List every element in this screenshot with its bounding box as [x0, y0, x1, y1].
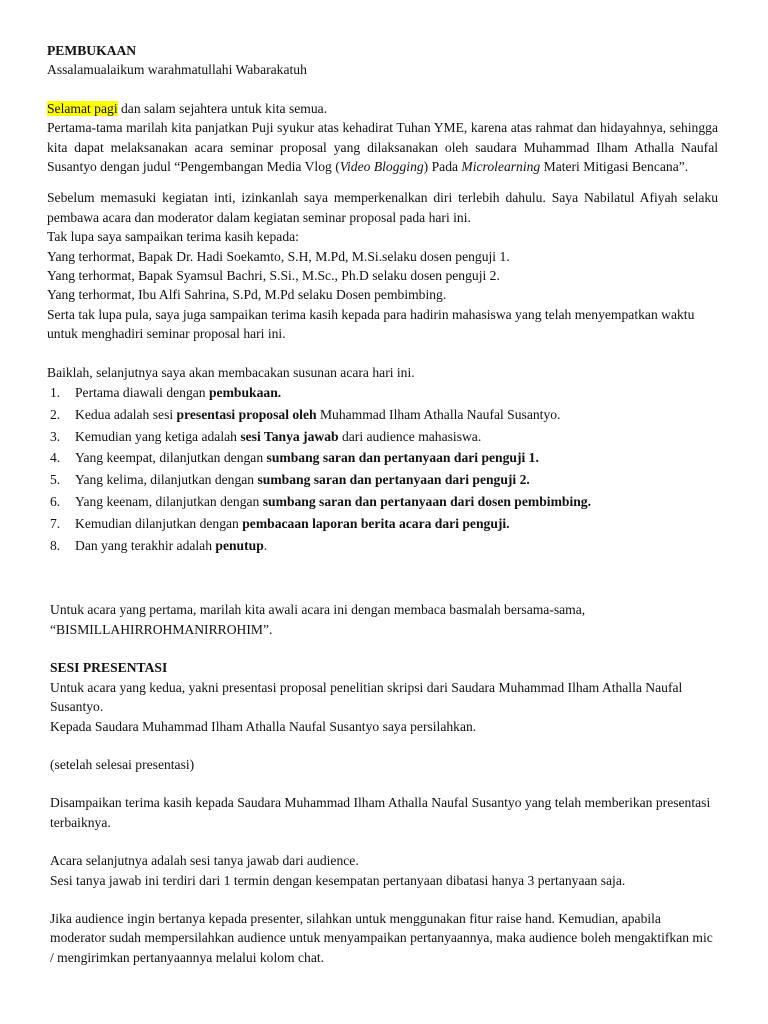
agenda-number: 3. [50, 428, 61, 444]
thanks-intro: Tak lupa saya sampaikan terima kasih kepada: [47, 229, 299, 245]
qa-rules-line: Sesi tanya jawab ini terdiri dari 1 termin dengan kesempatan pertanyaan dibatasi hanya 3 pertanyaan saja. [50, 872, 626, 888]
agenda-text: Yang kelima, dilanjutkan dengan [75, 472, 258, 488]
agenda-list [47, 382, 718, 556]
agenda-text: Pertama diawali dengan [75, 385, 209, 401]
agenda-bold-text: pembukaan. [209, 385, 282, 401]
welcome-line [47, 99, 718, 118]
agenda-text: Yang keempat, dilanjutkan dengan [75, 450, 267, 466]
agenda-item [47, 513, 718, 535]
thanks-line: Yang terhormat, Bapak Dr. Hadi Soekamto, S.H, M.Pd, M.Si.selaku dosen penguji 1. [47, 248, 510, 264]
agenda-number: 4. [50, 450, 61, 466]
intro-text-3: Materi Mitigasi Bencana”. [540, 159, 689, 175]
agenda-item [47, 535, 718, 557]
agenda-number: 1. [50, 385, 61, 401]
thanks-line: Yang terhormat, Ibu Alfi Sahrina, S.Pd, M.Pd selaku Dosen pembimbing. [47, 287, 447, 303]
agenda-text: Kedua adalah sesi [75, 406, 177, 422]
agenda-number: 2. [50, 406, 61, 422]
presentation-intro: Untuk acara yang kedua, yakni presentasi proposal penelitian skripsi dari Saudara Muhammad Ilham Athalla Naufal Susantyo. [50, 679, 683, 715]
agenda-text-end: dari audience mahasiswa. [338, 428, 482, 444]
agenda-bold-text: sumbang saran dan pertanyaan dari dosen pembimbing. [262, 494, 591, 510]
agenda-text: Yang keenam, dilanjutkan dengan [75, 494, 263, 510]
agenda-text: Kemudian yang ketiga adalah [75, 428, 241, 444]
agenda-number: 7. [50, 515, 61, 531]
agenda-item [47, 382, 718, 404]
self-intro-paragraph: Sebelum memasuki kegiatan inti, izinkanlah saya memperkenalkan diri terlebih dahulu. Saya Nabilatul Afiyah selaku pembawa acara dan moderator dalam kegiatan seminar proposal pada hari ini. [47, 190, 718, 225]
agenda-number: 8. [50, 537, 61, 553]
agenda-bold-text: presentasi proposal oleh [176, 406, 317, 422]
presentation-thanks: Disampaikan terima kasih kepada Saudara Muhammad Ilham Athalla Naufal Susantyo yang telah memberikan presentasi terbaiknya. [50, 795, 711, 830]
presentation-invite: Kepada Saudara Muhammad Ilham Athalla Naufal Susantyo saya persilahkan. [50, 718, 477, 734]
agenda-item [47, 491, 718, 513]
agenda-bold-text: penutup [215, 537, 264, 553]
intro-text-2: ) Pada [423, 159, 462, 175]
agenda-item [47, 469, 718, 491]
agenda-text: Kemudian dilanjutkan dengan [75, 515, 243, 531]
thanks-line: Yang terhormat, Bapak Syamsul Bachri, S.Si., M.Sc., Ph.D selaku dosen penguji 2. [47, 268, 500, 284]
highlighted-text: Selamat pagi [47, 100, 118, 116]
intro-paragraph [47, 118, 718, 176]
welcome-rest: dan salam sejahtera untuk kita semua. [117, 100, 328, 116]
qa-intro: Acara selanjutnya adalah sesi tanya jawab dari audience. [50, 853, 359, 869]
agenda-number: 5. [50, 472, 61, 488]
intro-italic-video-blogging: Video Blogging [339, 159, 424, 175]
agenda-intro: Baiklah, selanjutnya saya akan membacakan susunan acara hari ini. [47, 364, 415, 380]
agenda-bold-text: sumbang saran dan pertanyaan dari penguji 2. [257, 472, 530, 488]
greeting: Assalamualaikum warahmatullahi Wabarakatuh [47, 62, 307, 78]
agenda-text-end: . [263, 537, 268, 553]
intro-italic-microlearning: Microlearning [461, 159, 541, 175]
agenda-item [47, 447, 718, 469]
agenda-text: Dan yang terakhir adalah [75, 537, 216, 553]
agenda-item [47, 426, 718, 448]
basmalah-text: “BISMILLAHIRROHMANIRROHIM”. [50, 621, 273, 637]
audience-thanks: Serta tak lupa pula, saya juga sampaikan terima kasih kepada para hadirin mahasiswa yang telah menyempatkan waktu untuk menghadiri seminar proposal hari ini. [47, 306, 695, 342]
agenda-bold-text: sesi Tanya jawab [240, 428, 339, 444]
qa-instructions: Jika audience ingin bertanya kepada presenter, silahkan untuk menggunakan fitur raise hand. Kemudian, apabila moderator sudah mempersilahkan audience untuk menyampaikan pertanyaannya, maka audience boleh mengaktifkan mic / mengirimkan pertanyaannya melalui kolom chat. [50, 910, 713, 965]
agenda-item [47, 404, 718, 426]
basmalah-line: Untuk acara yang pertama, marilah kita awali acara ini dengan membaca basmalah bersama-sama, [50, 602, 586, 618]
agenda-number: 6. [50, 494, 61, 510]
agenda-bold-text: sumbang saran dan pertanyaan dari penguji 1. [266, 450, 539, 466]
intro-text-1: Pertama-tama marilah kita panjatkan Puji syukur atas kehadirat Tuhan YME, karena atas rahmat dan hidayahnya, sehingga kita dapat melaksanakan acara seminar proposal yang dilaksanakan oleh saudara Muhammad Ilham Athalla Naufal Susantyo dengan judul “Pengembangan Media Vlog ( [47, 120, 718, 175]
agenda-bold-text: pembacaan laporan berita acara dari penguji. [242, 515, 510, 531]
opening-heading: PEMBUKAAN [47, 43, 137, 58]
agenda-text-end: Muhammad Ilham Athalla Naufal Susantyo. [316, 406, 561, 422]
after-presentation-note: (setelah selesai presentasi) [50, 756, 195, 772]
presentation-heading: SESI PRESENTASI [50, 660, 168, 676]
